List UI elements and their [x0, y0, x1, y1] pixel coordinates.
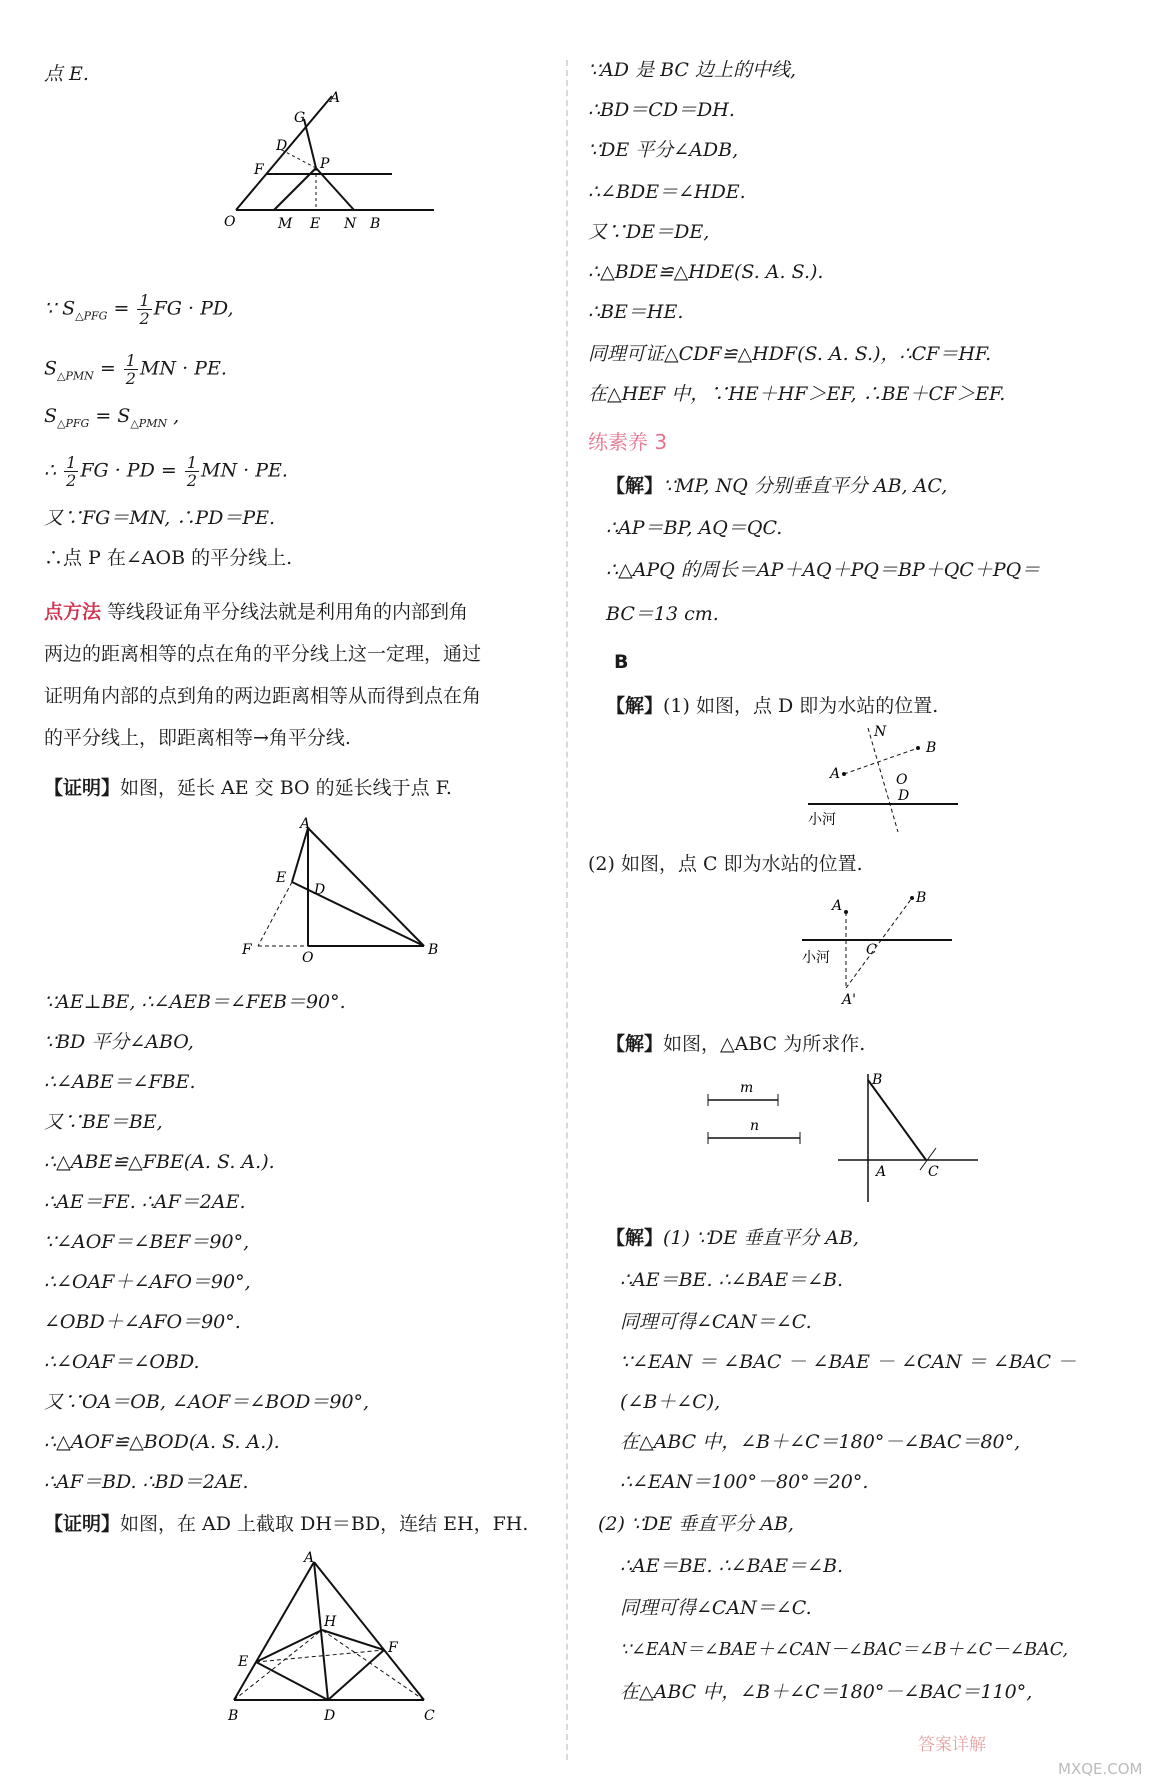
section-heading: 练素养 3 — [588, 430, 668, 454]
solution-heading: 【解】∵MP, NQ 分别垂直平分 AB, AC, — [606, 475, 948, 497]
proof-line: ∴∠OAF＝∠OBD. — [44, 1351, 200, 1373]
solution-line: ∴△APQ 的周长＝AP＋AQ＋PQ＝BP＋QC＋PQ＝ — [606, 559, 1041, 581]
proof-line: 同理可证△CDF≌△HDF(S. A. S.)，∴CF＝HF. — [588, 343, 992, 365]
proof-line: ∵∠AOF＝∠BEF＝90°, — [44, 1231, 250, 1253]
fig2-label-D: D — [314, 882, 326, 898]
figure-angle-bisector — [194, 88, 434, 238]
solution-line: 在△ABC 中，∠B＋∠C＝180°－∠BAC＝110°, — [620, 1681, 1033, 1703]
figure-water-station-D — [808, 724, 1048, 834]
fig3-label-F: F — [388, 1640, 398, 1656]
fig1-label-B: B — [370, 216, 381, 232]
figure-water-station-C — [802, 884, 1042, 1014]
solution-line: ∵∠EAN ＝ ∠BAC － ∠BAE － ∠CAN ＝ ∠BAC － — [620, 1351, 1077, 1373]
fig1-label-N: N — [344, 216, 357, 232]
solution-line: ∴AP＝BP, AQ＝QC. — [606, 517, 783, 539]
proof-line: ∵DE 平分∠ADB, — [588, 139, 739, 161]
tip-line: 点方法 等线段证角平分线法就是利用角的内部到角 — [44, 601, 469, 623]
solution-line: (∠B＋∠C), — [620, 1391, 721, 1413]
figure-triangle-ABC-median — [224, 1550, 474, 1724]
proof-line: 又∵OA＝OB, ∠AOF＝∠BOD＝90°, — [44, 1391, 370, 1413]
fig4-label-A: A — [830, 766, 841, 782]
fig4-label-B: B — [926, 740, 937, 756]
tip-line: 的平分线上，即距离相等→角平分线. — [44, 727, 351, 749]
solution-line: 在△ABC 中，∠B＋∠C＝180°－∠BAC＝80°, — [620, 1431, 1021, 1453]
formula-line: ∵ $S_{\triangle PFG}$ = $\frac{1}{2}$ FG · PD, — [44, 291, 234, 328]
proof-heading: 【证明】如图，在 AD 上截取 DH＝BD，连结 EH，FH. — [44, 1513, 529, 1535]
proof-line: ∴BD＝CD＝DH. — [588, 99, 735, 121]
fig1-label-O: O — [224, 214, 236, 230]
solution-line: ∴AE＝BE. ∴∠BAE＝∠B. — [620, 1555, 844, 1577]
text-line: ∴点 P 在∠AOB 的平分线上. — [44, 547, 293, 569]
solution-line: 同理可得∠CAN＝∠C. — [620, 1311, 812, 1333]
proof-line: ∴∠OAF＋∠AFO＝90°, — [44, 1271, 251, 1293]
proof-line: ∠OBD＋∠AFO＝90°. — [44, 1311, 241, 1333]
watermark: 答案详解 — [918, 1735, 986, 1755]
proof-line: ∴△BDE≌△HDE(S. A. S.). — [588, 261, 824, 283]
fig3-label-D: D — [324, 1708, 336, 1724]
proof-line: ∴AE＝FE. ∴AF＝2AE. — [44, 1191, 246, 1213]
fig1-label-M: M — [278, 216, 293, 232]
fig6-label-m: m — [740, 1080, 754, 1096]
text-line: 又∵FG＝MN, ∴PD＝PE. — [44, 507, 276, 529]
solution-line: ∴∠EAN＝100°－80°＝20°. — [620, 1471, 869, 1493]
formula-line: ∴ $\frac{1}{2}$ FG · PD = $\frac{1}{2}$ MN · PE. — [44, 453, 288, 490]
fig4-label-D: D — [898, 788, 910, 804]
proof-line: ∴∠BDE＝∠HDE. — [588, 181, 746, 203]
fig3-label-C: C — [424, 1708, 435, 1724]
column-divider — [566, 60, 568, 1760]
solution-line: (2) 如图，点 C 即为水站的位置. — [588, 853, 863, 875]
solution-line: 同理可得∠CAN＝∠C. — [620, 1597, 812, 1619]
fig4-label-N: N — [874, 724, 887, 740]
proof-line: ∵AE⊥BE, ∴∠AEB＝∠FEB＝90°. — [44, 991, 346, 1013]
figure-triangle-AOB — [194, 814, 444, 974]
text-line: 点 E. — [44, 63, 89, 85]
fig5-label-A: A — [832, 898, 843, 914]
fig3-label-H: H — [324, 1614, 337, 1630]
fig1-label-G: G — [294, 110, 306, 126]
proof-line: 在△HEF 中，∵HE＋HF＞EF, ∴BE＋CF＞EF. — [588, 383, 1006, 405]
proof-line: 又∵BE＝BE, — [44, 1111, 163, 1133]
proof-line: ∴△AOF≌△BOD(A. S. A.). — [44, 1431, 280, 1453]
solution-line: ∵∠EAN＝∠BAE＋∠CAN－∠BAC＝∠B＋∠C－∠BAC, — [620, 1640, 1069, 1660]
fig2-label-F: F — [242, 942, 252, 958]
fig1-label-D: D — [276, 138, 288, 154]
river-label: 小河 — [808, 812, 836, 828]
fig6-label-n: n — [750, 1118, 760, 1134]
proof-line: ∴△ABE≌△FBE(A. S. A.). — [44, 1151, 275, 1173]
fig4-label-O: O — [896, 772, 908, 788]
proof-line: ∴∠ABE＝∠FBE. — [44, 1071, 196, 1093]
fig3-label-A: A — [304, 1550, 315, 1566]
solution-heading: 【解】(1) ∵DE 垂直平分 AB, — [606, 1227, 859, 1249]
tip-line: 两边的距离相等的点在角的平分线上这一定理，通过 — [44, 643, 482, 665]
fig1-label-A: A — [330, 90, 341, 106]
fig2-label-O: O — [302, 950, 314, 966]
fig6-label-B: B — [872, 1072, 883, 1088]
formula-line: $S_{\triangle PMN}$ = $\frac{1}{2}$ MN · PE. — [44, 351, 227, 388]
fig5-label-A-prime: A' — [842, 992, 856, 1008]
fig6-label-C: C — [928, 1164, 939, 1180]
fig1-label-E: E — [310, 216, 321, 232]
solution-line: (2) ∵DE 垂直平分 AB, — [598, 1513, 794, 1535]
section-B: B — [614, 651, 629, 673]
proof-heading: 【证明】如图，延长 AE 交 BO 的延长线于点 F. — [44, 777, 452, 799]
fig6-label-A: A — [876, 1164, 887, 1180]
fig2-label-A: A — [300, 816, 311, 832]
fig1-label-P: P — [320, 156, 330, 172]
proof-line: 又∵DE＝DE, — [588, 221, 710, 243]
fig1-label-F: F — [254, 162, 264, 178]
tip-label: 点方法 — [44, 601, 102, 623]
solution-heading: 【解】(1) 如图，点 D 即为水站的位置. — [606, 695, 939, 717]
watermark-site: MXQE.COM — [1058, 1760, 1143, 1778]
fig2-label-B: B — [428, 942, 439, 958]
proof-line: ∴BE＝HE. — [588, 301, 684, 323]
fig3-label-B: B — [228, 1708, 239, 1724]
formula-line: $S_{\triangle PFG} = S_{\triangle PMN}$ , — [44, 405, 180, 430]
proof-line: ∵BD 平分∠ABO, — [44, 1031, 194, 1053]
proof-line: ∴AF＝BD. ∴BD＝2AE. — [44, 1471, 249, 1493]
solution-line: BC＝13 cm. — [606, 603, 719, 625]
fig5-label-B: B — [916, 890, 927, 906]
fig2-label-E: E — [276, 870, 287, 886]
figure-construct-ABC — [708, 1070, 1008, 1210]
fig5-label-C: C — [866, 942, 877, 958]
fig3-label-E: E — [238, 1654, 249, 1670]
tip-line: 证明角内部的点到角的两边距离相等从而得到点在角 — [44, 685, 482, 707]
river-label: 小河 — [802, 950, 830, 966]
solution-heading: 【解】如图，△ABC 为所求作. — [606, 1033, 866, 1055]
proof-line: ∵AD 是 BC 边上的中线, — [588, 59, 797, 81]
solution-line: ∴AE＝BE. ∴∠BAE＝∠B. — [620, 1269, 844, 1291]
